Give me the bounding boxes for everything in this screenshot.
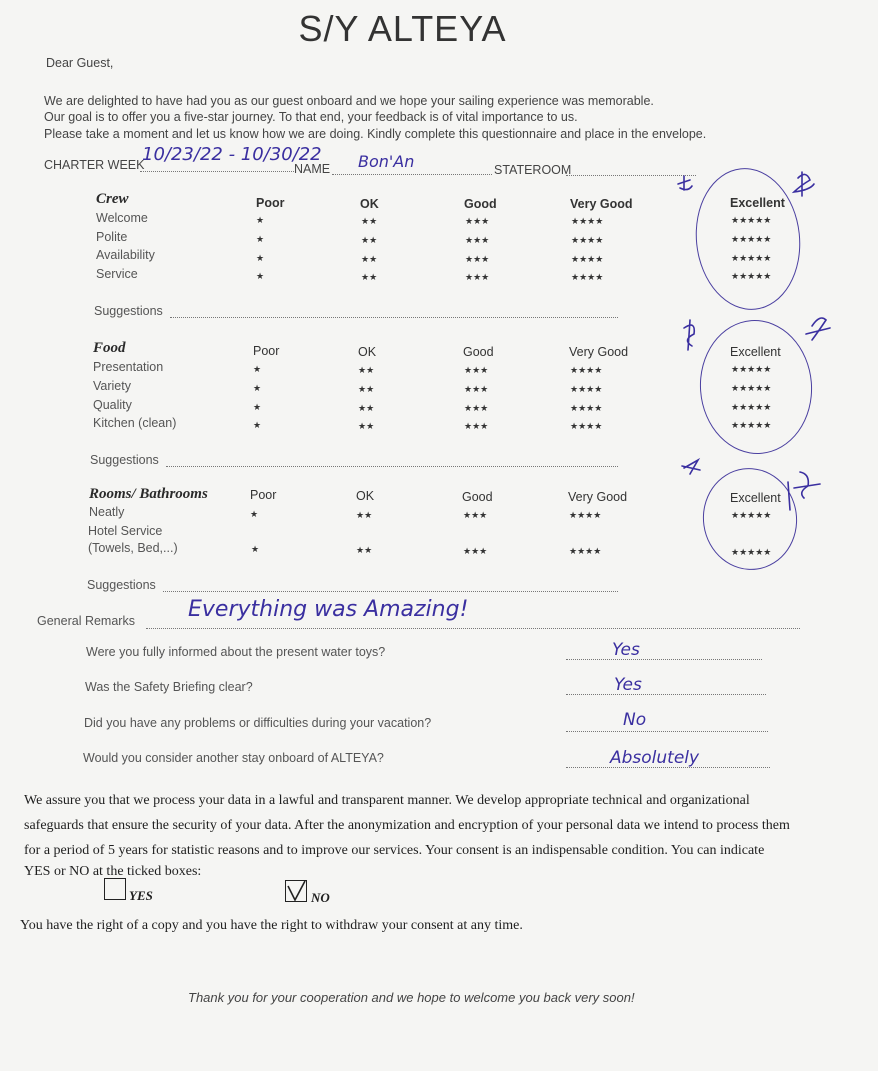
charter-week-label: CHARTER WEEK xyxy=(44,158,145,172)
charter-week-value[interactable]: 10/23/22 - 10/30/22 xyxy=(142,144,322,165)
food-header-very-good: Very Good xyxy=(569,345,629,359)
crew-row-availability: Availability xyxy=(96,248,155,262)
rating-star[interactable]: ★ xyxy=(256,234,265,244)
rating-star[interactable]: ★★★★ xyxy=(569,510,602,520)
consent-line-4: YES or NO at the ticked boxes: xyxy=(24,864,202,879)
rating-star[interactable]: ★★★★★ xyxy=(731,271,772,281)
crew-header-ok: OK xyxy=(360,197,379,211)
rating-star[interactable]: ★ xyxy=(251,544,260,554)
food-suggestions-label: Suggestions xyxy=(90,453,159,467)
rating-star[interactable]: ★ xyxy=(253,364,262,374)
general-remarks-label: General Remarks xyxy=(37,614,135,628)
stateroom-label: STATEROOM xyxy=(494,163,572,177)
rating-star[interactable]: ★★★★★ xyxy=(731,234,772,244)
rating-star[interactable]: ★★★ xyxy=(464,384,489,394)
intro-line-3: Please take a moment and let us know how we are doing. Kindly complete this questionnaire and place in the envelope. xyxy=(44,127,707,141)
food-header-excellent: Excellent xyxy=(730,345,781,359)
consent-yes-label: YES xyxy=(129,888,153,903)
rating-star[interactable]: ★★ xyxy=(356,545,373,555)
rating-star[interactable]: ★★★★★ xyxy=(731,383,772,393)
rating-star[interactable]: ★ xyxy=(253,420,262,430)
rooms-header-poor: Poor xyxy=(250,488,277,502)
rooms-title: Rooms/ Bathrooms xyxy=(89,486,208,502)
rooms-suggestions-label: Suggestions xyxy=(87,578,156,592)
rating-star[interactable]: ★★★★ xyxy=(571,272,604,282)
question-problems: Did you have any problems or difficulties during your vacation? xyxy=(84,716,432,730)
crew-header-good: Good xyxy=(464,197,497,211)
food-row-variety: Variety xyxy=(93,379,131,393)
food-header-ok: OK xyxy=(358,345,377,359)
rating-star[interactable]: ★★ xyxy=(361,235,378,245)
rating-star[interactable]: ★★ xyxy=(361,216,378,226)
consent-yes-checkbox[interactable] xyxy=(104,878,126,900)
crew-header-poor: Poor xyxy=(256,196,285,210)
crew-header-very-good: Very Good xyxy=(570,197,633,211)
crew-row-polite: Polite xyxy=(96,230,128,244)
crew-row-welcome: Welcome xyxy=(96,211,148,225)
rooms-row-towels-bed: (Towels, Bed,...) xyxy=(88,541,178,555)
consent-line-3: for a period of 5 years for statistic reasons and to improve our services. Your consent is an indispensable condition. You can indicate xyxy=(24,843,765,858)
rooms-row-neatly: Neatly xyxy=(89,505,125,519)
crew-suggestions-label: Suggestions xyxy=(94,304,163,318)
rating-star[interactable]: ★★★★ xyxy=(570,384,603,394)
food-row-quality: Quality xyxy=(93,398,132,412)
name-value[interactable]: Bon'An xyxy=(358,152,415,171)
question-another-stay: Would you consider another stay onboard of ALTEYA? xyxy=(83,751,384,765)
crew-suggestions-field[interactable] xyxy=(170,317,618,318)
rating-star[interactable]: ★ xyxy=(250,509,259,519)
rating-star[interactable]: ★★★★ xyxy=(570,403,603,413)
answer-another-stay[interactable]: Absolutely xyxy=(610,748,700,768)
rating-star[interactable]: ★★★★ xyxy=(570,365,603,375)
rating-star[interactable]: ★★★★★ xyxy=(731,364,772,374)
rooms-header-good: Good xyxy=(462,490,493,504)
consent-rights: You have the right of a copy and you have the right to withdraw your consent at any time. xyxy=(20,918,523,933)
rating-star[interactable]: ★ xyxy=(256,215,265,225)
page-title: S/Y ALTEYA xyxy=(298,8,507,49)
rating-star[interactable]: ★ xyxy=(256,253,265,263)
consent-no-label: NO xyxy=(311,890,330,905)
rating-star[interactable]: ★ xyxy=(253,383,262,393)
rating-star[interactable]: ★★★★★ xyxy=(731,547,772,557)
answer-problems[interactable]: No xyxy=(623,710,647,730)
rating-star[interactable]: ★★★★ xyxy=(571,254,604,264)
consent-line-2: safeguards that ensure the security of your data. After the anonymization and encryption of your personal data we intend to process them xyxy=(24,818,790,833)
food-row-kitchen: Kitchen (clean) xyxy=(93,416,177,430)
food-row-presentation: Presentation xyxy=(93,360,164,374)
food-header-good: Good xyxy=(463,345,494,359)
rooms-suggestions-field[interactable] xyxy=(163,591,618,592)
rating-star[interactable]: ★★★★★ xyxy=(731,215,772,225)
rating-star[interactable]: ★★★ xyxy=(465,254,490,264)
thank-you-note: Thank you for your cooperation and we hope to welcome you back very soon! xyxy=(188,990,635,1005)
greeting: Dear Guest, xyxy=(46,56,114,70)
rating-star[interactable]: ★★★ xyxy=(465,235,490,245)
food-title: Food xyxy=(93,340,126,356)
rating-star[interactable]: ★★★★★ xyxy=(731,402,772,412)
rating-star[interactable]: ★★★★ xyxy=(571,235,604,245)
check-icon xyxy=(285,880,307,902)
consent-no-checkbox[interactable] xyxy=(285,880,307,902)
crew-row-service: Service xyxy=(96,267,138,281)
rooms-header-very-good: Very Good xyxy=(568,490,628,504)
rooms-header-ok: OK xyxy=(356,489,375,503)
rating-star[interactable]: ★★ xyxy=(358,365,375,375)
initials-ink-marks xyxy=(670,170,840,530)
rating-star[interactable]: ★★ xyxy=(361,254,378,264)
rating-star[interactable]: ★★★★ xyxy=(570,421,603,431)
food-suggestions-field[interactable] xyxy=(166,466,618,467)
rating-star[interactable]: ★★★ xyxy=(464,403,489,413)
rating-star[interactable]: ★★ xyxy=(358,421,375,431)
rating-star[interactable]: ★★★ xyxy=(465,272,490,282)
rooms-row-hotel-service: Hotel Service xyxy=(88,524,163,538)
rating-star[interactable]: ★★★★ xyxy=(571,216,604,226)
crew-header-excellent: Excellent xyxy=(730,196,785,210)
name-label: NAME xyxy=(294,162,331,176)
rating-star[interactable]: ★★ xyxy=(361,272,378,282)
answer-water-toys[interactable]: Yes xyxy=(612,640,640,660)
rating-star[interactable]: ★★★★★ xyxy=(731,253,772,263)
rating-star[interactable]: ★★★ xyxy=(464,421,489,431)
rooms-header-excellent: Excellent xyxy=(730,491,781,505)
crew-title: Crew xyxy=(96,191,129,207)
rating-star[interactable]: ★★★★★ xyxy=(731,420,772,430)
rating-star[interactable]: ★★★ xyxy=(464,365,489,375)
rating-star[interactable]: ★★★ xyxy=(463,510,488,520)
food-header-poor: Poor xyxy=(253,344,280,358)
rating-star[interactable]: ★★★★ xyxy=(569,546,602,556)
rating-star[interactable]: ★★ xyxy=(356,510,373,520)
rating-star[interactable]: ★ xyxy=(256,271,265,281)
rating-star[interactable]: ★ xyxy=(253,402,262,412)
rating-star[interactable]: ★★ xyxy=(358,384,375,394)
consent-line-1: We assure you that we process your data in a lawful and transparent manner. We develop appropriate technical and organizational xyxy=(24,793,750,808)
question-safety-briefing: Was the Safety Briefing clear? xyxy=(85,680,253,694)
rating-star[interactable]: ★★ xyxy=(358,403,375,413)
answer-safety-briefing[interactable]: Yes xyxy=(614,675,642,695)
question-water-toys: Were you fully informed about the present water toys? xyxy=(86,645,386,659)
intro-line-2: Our goal is to offer you a five-star journey. To that end, your feedback is of vital importance to us. xyxy=(44,110,578,124)
rating-star[interactable]: ★★★★★ xyxy=(731,510,772,520)
intro-line-1: We are delighted to have had you as our guest onboard and we hope your sailing experience was memorable. xyxy=(44,94,654,108)
general-remarks-value[interactable]: Everything was Amazing! xyxy=(188,597,469,622)
rating-star[interactable]: ★★★ xyxy=(465,216,490,226)
rating-star[interactable]: ★★★ xyxy=(463,546,488,556)
